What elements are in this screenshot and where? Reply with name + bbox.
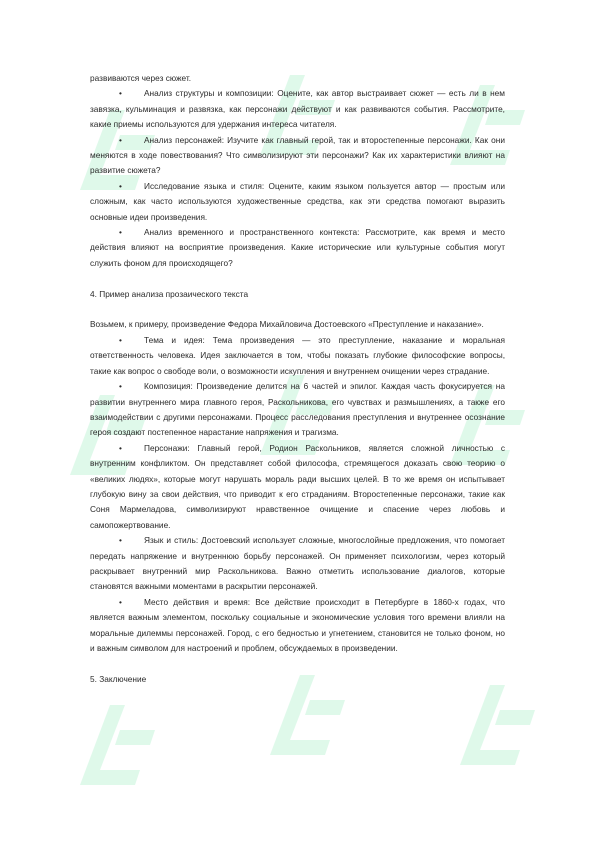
bullet-icon: • bbox=[119, 180, 122, 191]
bullet-icon: • bbox=[119, 381, 122, 392]
bullet-icon: • bbox=[119, 535, 122, 546]
list-item-text: Анализ структуры и композиции: Оцените, как автор выстраивает сюжет — есть ли в нем завязка, кульминация и развязка, как персонажи действуют и как развиваются события. Рассмотрите, какие приемы используются для удержания интереса читателя. bbox=[90, 88, 505, 130]
bullet-icon: • bbox=[119, 334, 122, 345]
list-item bbox=[90, 379, 505, 441]
paragraph: развиваются через сюжет. bbox=[90, 73, 192, 83]
list-item-text: Композиция: Произведение делится на 6 частей и эпилог. Каждая часть фокусируется на развитии внутреннего мира главного героя, Раскольникова, его чувствах и размышлениях, а также его взаимодействии с другими персонажами. Процесс расследования преступления и внутреннее осознание героя создают постепенное нарастание напряжения и трагизма. bbox=[90, 381, 505, 438]
list-item bbox=[90, 441, 505, 533]
list-item bbox=[90, 133, 505, 179]
document-body bbox=[90, 71, 505, 687]
list-item bbox=[90, 86, 505, 132]
bullet-icon: • bbox=[119, 134, 122, 145]
list-item-text: Место действия и время: Все действие происходит в Петербурге в 1860-х годах, что является важным элементом, поскольку социальные и экономические условия того времени влияли на моральные дилеммы персонажей. Город, с его бедностью и угнетением, становится не только фоном, но и важным символом для настроений и проблем, обсуждаемых в произведении. bbox=[90, 596, 505, 653]
list-item-text: Язык и стиль: Достоевский использует сложные, многослойные предложения, что помогает передать напряжение и внутреннюю борьбу персонажей. Он применяет психологизм, через который раскрывает внутренний мир Раскольникова. Важно отметить использование диалогов, которые становятся важными моментами в раскрытии персонажей. bbox=[90, 535, 505, 592]
bullet-icon: • bbox=[119, 596, 122, 607]
list-item-text: Анализ персонажей: Изучите как главный герой, так и второстепенные персонажи. Как они меняются в ходе повествования? Что символизируют эти персонажи? Как их характеристики влияют на развитие сюжета? bbox=[90, 134, 505, 176]
list-item bbox=[90, 333, 505, 379]
list-item-text: Персонажи: Главный герой, Родион Раскольников, является сложной личностью с внутренним конфликтом. Он представляет собой философа, стремящегося доказать свою теорию о «великих людях», которые могут нарушать мораль ради высших целей. В то же время он испытывает глубокую вину за свои действия, что приводит к его страданиям. Второстепенные персонажи, такие как Соня Мармеладова, символизируют нравственное очищение и спасение через любовь и самопожертвование. bbox=[90, 442, 505, 530]
list-item bbox=[90, 225, 505, 271]
list-item bbox=[90, 595, 505, 657]
spacer bbox=[90, 271, 505, 286]
spacer bbox=[90, 656, 505, 671]
list-item-text: Исследование языка и стиля: Оцените, каким языком пользуется автор — простым или сложным, как часто используются художественные средства, как эти средства помогают выразить основные идеи произведения. bbox=[90, 180, 505, 222]
list-item bbox=[90, 179, 505, 225]
bullet-icon: • bbox=[119, 88, 122, 99]
watermark-logo-icon bbox=[70, 690, 160, 800]
paragraph: Возьмем, к примеру, произведение Федора Михайловича Достоевского «Преступление и наказание». bbox=[90, 319, 484, 330]
list-item-text: Анализ временного и пространственного контекста: Рассмотрите, как время и место действия влияют на восприятие произведения. Какие исторические или культурные события могут служить фоном для происходящего? bbox=[90, 227, 505, 268]
bullet-icon: • bbox=[119, 227, 122, 238]
list-item-text: Тема и идея: Тема произведения — это преступление, наказание и моральная ответственность человека. Идея заключается в том, чтобы показать глубокие философские вопросы, такие как вопрос о свободе воли, о возможности искупления и внутреннем очищении через страдание. bbox=[90, 334, 505, 376]
spacer bbox=[90, 302, 505, 317]
bullet-icon: • bbox=[119, 442, 122, 453]
section-heading: 4. Пример анализа прозаического текста bbox=[90, 288, 249, 299]
section-heading: 5. Заключение bbox=[90, 673, 147, 684]
list-item bbox=[90, 533, 505, 595]
